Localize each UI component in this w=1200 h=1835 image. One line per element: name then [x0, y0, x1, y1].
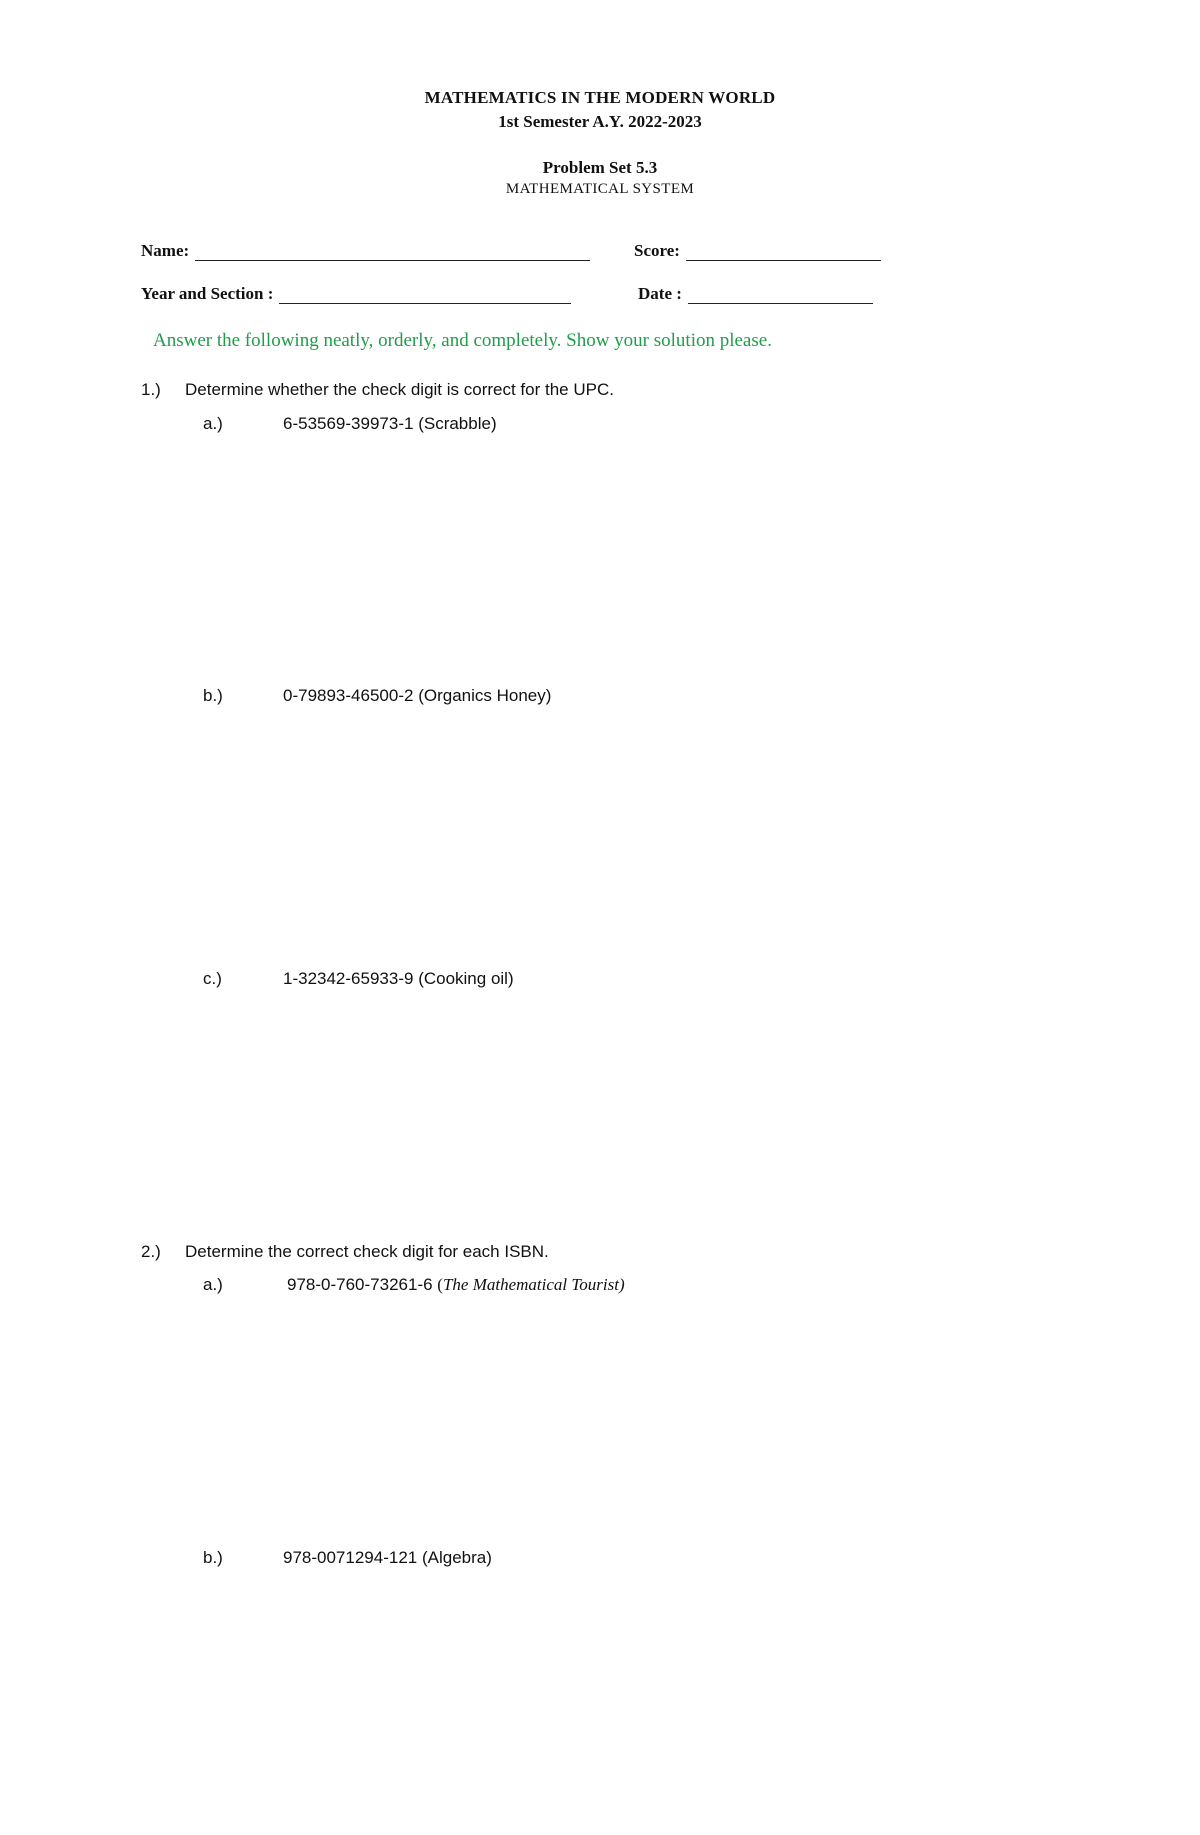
upc-code: 1-32342-65933-9 — [283, 969, 414, 988]
name-field — [141, 241, 590, 261]
book-note: (Algebra) — [421, 1548, 492, 1567]
year-section-label: Year and Section : — [141, 284, 274, 303]
problem-set-title: Problem Set 5.3 — [542, 158, 658, 177]
year-section-field — [141, 284, 571, 304]
question-text: Determine whether the check digit is correct for the UPC. — [185, 380, 614, 399]
score-label: Score: — [634, 241, 680, 260]
name-label: Name: — [141, 241, 190, 260]
course-title: MATHEMATICS IN THE MODERN WORLD — [424, 88, 776, 107]
item-label: a.) — [203, 1275, 223, 1294]
upc-code: 6-53569-39973-1 — [283, 414, 414, 433]
score-field — [634, 241, 881, 261]
item-label: c.) — [203, 969, 222, 988]
score-blank-line[interactable] — [686, 244, 881, 261]
isbn-code: 978-0-760-73261-6 — [287, 1275, 433, 1294]
name-blank-line[interactable] — [195, 244, 590, 261]
book-title: The Mathematical Tourist) — [442, 1275, 625, 1294]
item-value — [287, 1275, 625, 1295]
item-value — [283, 414, 497, 434]
question-text: Determine the correct check digit for each ISBN. — [185, 1242, 549, 1261]
problem-set-subtitle: MATHEMATICAL SYSTEM — [505, 181, 695, 197]
year-section-blank-line[interactable] — [279, 287, 571, 304]
item-value — [283, 1548, 492, 1568]
item-label: a.) — [203, 414, 223, 433]
date-label: Date : — [638, 284, 682, 303]
instructions: Answer the following neatly, orderly, and completely. Show your solution please. — [153, 330, 772, 351]
semester-line: 1st Semester A.Y. 2022-2023 — [498, 112, 702, 131]
product-note: (Scrabble) — [418, 414, 497, 433]
item-label: b.) — [203, 686, 223, 705]
item-label: b.) — [203, 1548, 223, 1567]
product-note: (Organics Honey) — [418, 686, 552, 705]
upc-code: 0-79893-46500-2 — [283, 686, 414, 705]
item-value — [283, 969, 514, 989]
question-number: 2.) — [141, 1242, 161, 1261]
product-note: (Cooking oil) — [418, 969, 514, 988]
item-value — [283, 686, 551, 706]
isbn-code: 978-0071294-121 — [283, 1548, 418, 1567]
question-number: 1.) — [141, 380, 161, 399]
date-field — [638, 284, 873, 304]
book-note-open: ( — [437, 1275, 443, 1294]
date-blank-line[interactable] — [688, 287, 873, 304]
